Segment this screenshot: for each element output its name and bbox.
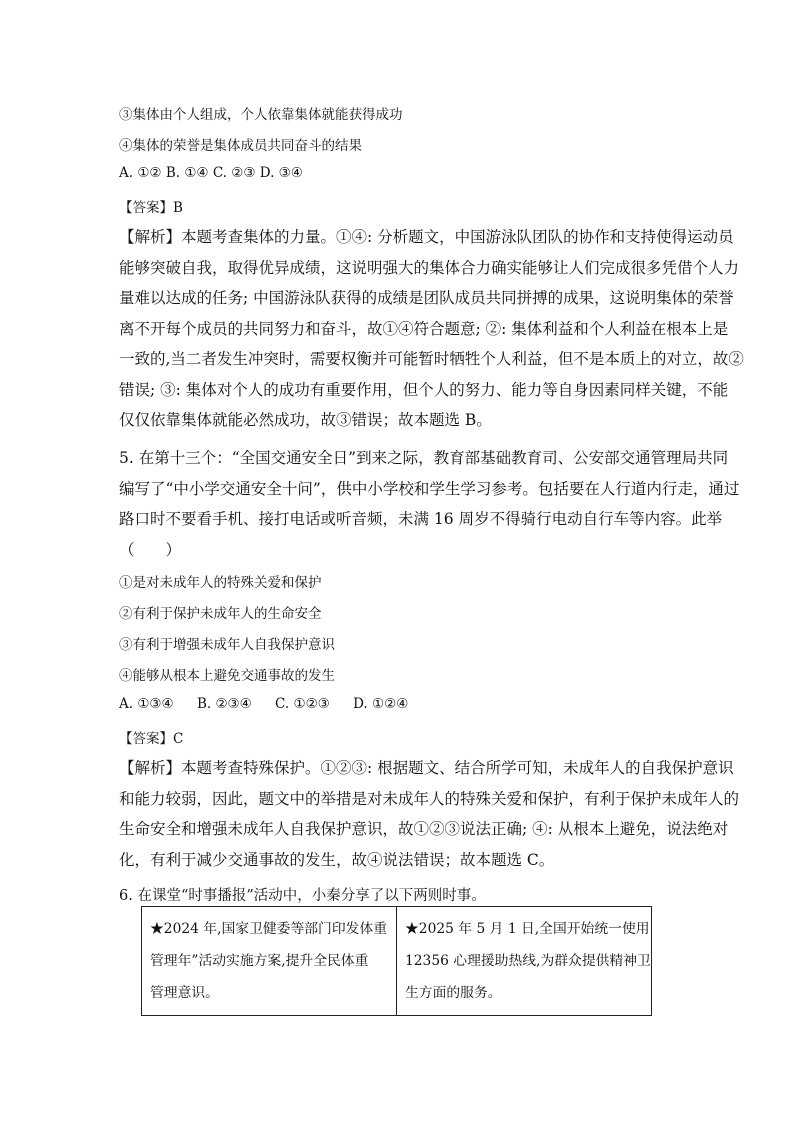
analysis-line: 化，有利于减少交通事故的发生，故④说法错误；故本题选 C。 bbox=[119, 850, 555, 869]
choice-c: C. ①②③ bbox=[275, 696, 330, 712]
analysis-line: 生命安全和增强未成年人自我保护意识，故①②③说法正确; ④: 从根本上避免，说法绝对 bbox=[119, 820, 729, 838]
analysis-line: 离不开每个成员的共同努力和奋斗，故①④符合题意; ②: 集体利益和个人利益在根本上是 bbox=[119, 319, 729, 338]
analysis-label: 【解析】 bbox=[119, 228, 182, 246]
q5-option-2: ②有利于保护未成年人的生命安全 bbox=[119, 606, 322, 622]
stem-line: 路口时不要看手机、接打电话或听音频，未满 16 周岁不得骑行电动自行车等内容。此举 bbox=[119, 510, 723, 528]
analysis-line: 仅仅依靠集体就能必然成功，故③错误；故本题选 B。 bbox=[119, 411, 492, 429]
answer-value: C bbox=[173, 731, 184, 747]
q4-answer bbox=[119, 196, 183, 216]
stem-line: 5. 在第十三个：“全国交通安全日”到来之际，教育部基础教育司、公安部交通管理局共同 bbox=[119, 449, 729, 467]
q6-stem: 6. 在课堂“时事播报”活动中，小秦分享了以下两则时事。 bbox=[119, 888, 486, 904]
choice-a: A. ①③④ bbox=[119, 696, 174, 712]
q5-stem bbox=[119, 443, 740, 565]
stem-line: 编写了“中小学交通安全十问”，供中小学校和学生学习参考。包括要在人行道内行走，通过 bbox=[119, 479, 740, 498]
analysis-line: 能够突破自我，取得优异成绩，这说明强大的集体合力确实能够让人们完成很多凭借个人力 bbox=[119, 258, 740, 277]
q5-choices bbox=[119, 696, 408, 712]
answer-label: 【答案】 bbox=[119, 731, 173, 747]
q4-option-4: ④集体的荣誉是集体成员共同奋斗的结果 bbox=[119, 138, 362, 154]
analysis-label: 【解析】 bbox=[119, 759, 182, 777]
analysis-line: 和能力较弱，因此，题文中的举措是对未成年人的特殊关爱和保护，有利于保护未成年人的 bbox=[119, 789, 740, 808]
answer-label: 【答案】 bbox=[119, 200, 173, 216]
event-cell: ★2024 年,国家卫健委等部门印发体重 管理年”活动实施方案,提升全民体重 管理意识。 bbox=[142, 907, 397, 1016]
q6-events-table bbox=[141, 906, 652, 1016]
analysis-line: 一致的,当二者发生冲突时，需要权衡并可能暂时牺牲个人利益，但不是本质上的对立，故② bbox=[119, 350, 744, 368]
q5-option-3: ③有利于增强未成年人自我保护意识 bbox=[119, 637, 335, 653]
choice-b: B. ②③④ bbox=[196, 696, 252, 712]
analysis-line: 【解析】本题考查特殊保护。①②③: 根据题文、结合所学可知，未成年人的自我保护意识 bbox=[119, 759, 734, 777]
analysis-line: 量难以达成的任务; 中国游泳队获得的成绩是团队成员共同拼搏的成果，这说明集体的荣誉 bbox=[119, 289, 734, 307]
choice-d: D. ①②④ bbox=[353, 696, 409, 712]
q4-choices: A. ①② B. ①④ C. ②③ D. ③④ bbox=[119, 165, 303, 181]
q5-option-4: ④能够从根本上避免交通事故的发生 bbox=[119, 668, 335, 684]
event-cell: ★2025 年 5 月 1 日,全国开始统一使用 12356 心理援助热线,为群众提供精神卫 生方面的服务。 bbox=[397, 907, 652, 1016]
q5-option-1: ①是对未成年人的特殊关爱和保护 bbox=[119, 575, 322, 591]
analysis-line: 【解析】本题考查集体的力量。①④: 分析题文，中国游泳队团队的协作和支持使得运动员 bbox=[119, 228, 734, 246]
analysis-line: 错误; ③: 集体对个人的成功有重要作用，但个人的努力、能力等自身因素同样关键，不能 bbox=[119, 380, 729, 399]
q5-answer bbox=[119, 727, 183, 747]
q5-analysis bbox=[119, 753, 740, 875]
answer-blank: （ ） bbox=[119, 540, 182, 559]
q4-option-3: ③集体由个人组成，个人依靠集体就能获得成功 bbox=[119, 107, 403, 123]
answer-value: B bbox=[173, 200, 183, 216]
q4-analysis bbox=[119, 222, 744, 436]
